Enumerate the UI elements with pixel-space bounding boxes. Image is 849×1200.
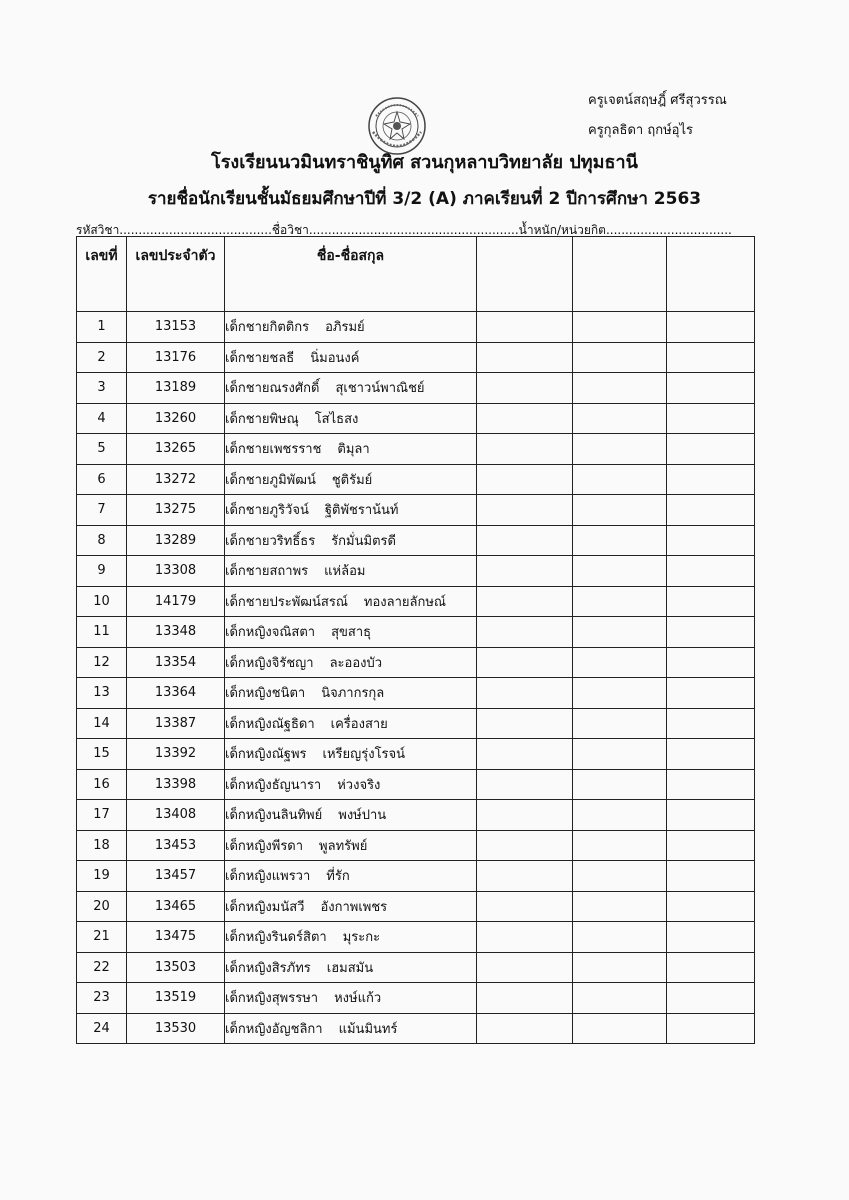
student-id: 13260 (127, 403, 225, 434)
student-name (225, 891, 477, 922)
blank-cell (667, 312, 755, 343)
student-last-name: เหรียญรุ่งโรจน์ (322, 747, 406, 763)
table-row (77, 342, 755, 373)
student-first-name: เด็กชายกิตติกร (225, 320, 310, 336)
blank-cell (573, 342, 667, 373)
student-first-name: เด็กหญิงณัฐพร (225, 747, 307, 763)
table-row (77, 647, 755, 678)
student-id: 13530 (127, 1013, 225, 1044)
student-first-name: เด็กชายสถาพร (225, 564, 309, 580)
table-row (77, 464, 755, 495)
blank-cell (477, 830, 573, 861)
blank-cell (477, 403, 573, 434)
blank-cell (667, 678, 755, 709)
blank-cell (477, 1013, 573, 1044)
student-id: 13189 (127, 373, 225, 404)
student-last-name: นิ่มอนงค์ (310, 350, 360, 366)
blank-cell (573, 922, 667, 953)
blank-cell (573, 586, 667, 617)
blank-cell (573, 1013, 667, 1044)
student-name (225, 678, 477, 709)
blank-cell (477, 556, 573, 587)
student-id: 14179 (127, 586, 225, 617)
student-name (225, 617, 477, 648)
table-row (77, 769, 755, 800)
blank-cell (667, 434, 755, 465)
student-last-name: สุขสาธุ (331, 625, 372, 641)
student-number: 11 (77, 617, 127, 648)
student-id: 13465 (127, 891, 225, 922)
table-row (77, 373, 755, 404)
student-last-name: อภิรมย์ (325, 320, 365, 336)
student-last-name: พงษ์ปาน (338, 808, 387, 824)
student-id: 13408 (127, 800, 225, 831)
student-last-name: ชูติรัมย์ (331, 472, 373, 488)
table-row (77, 1013, 755, 1044)
blank-cell (667, 556, 755, 587)
table-row (77, 830, 755, 861)
table-row (77, 861, 755, 892)
blank-cell (477, 525, 573, 556)
blank-cell (573, 617, 667, 648)
table-row (77, 800, 755, 831)
table-header-row (77, 237, 755, 312)
student-first-name: เด็กหญิงจิรัชญา (225, 655, 314, 671)
roster-body (77, 312, 755, 1044)
table-row (77, 586, 755, 617)
student-last-name: สุเชาวน์พาณิชย์ (335, 381, 425, 397)
student-number: 3 (77, 373, 127, 404)
blank-cell (573, 403, 667, 434)
student-number: 1 (77, 312, 127, 343)
blank-cell (573, 861, 667, 892)
table-row (77, 434, 755, 465)
student-id: 13176 (127, 342, 225, 373)
student-first-name: เด็กชายณรงศักดิ์ (225, 381, 320, 397)
student-name (225, 952, 477, 983)
student-last-name: รักมั่นมิตรดี (331, 533, 396, 549)
table-row (77, 556, 755, 587)
student-name (225, 495, 477, 526)
blank-cell (477, 739, 573, 770)
student-name (225, 403, 477, 434)
blank-cell (573, 739, 667, 770)
table-row (77, 525, 755, 556)
student-last-name: โสไธสง (314, 411, 359, 427)
student-last-name: ติมุลา (337, 442, 370, 458)
blank-cell (477, 922, 573, 953)
student-first-name: เด็กหญิงสุพรรษา (225, 991, 319, 1007)
student-id: 13272 (127, 464, 225, 495)
blank-cell (573, 708, 667, 739)
teacher-list (588, 86, 727, 146)
sheet-title: รายชื่อนักเรียนชั้นมัธยมศึกษาปีที่ 3/2 (A) ภาคเรียนที่ 2 ปีการศึกษา 2563 (147, 189, 702, 209)
student-number: 7 (77, 495, 127, 526)
student-name (225, 708, 477, 739)
column-header-blank (573, 237, 667, 312)
student-number: 17 (77, 800, 127, 831)
student-first-name: เด็กชายพิษณุ (225, 411, 299, 427)
blank-cell (667, 525, 755, 556)
student-name (225, 922, 477, 953)
student-number: 18 (77, 830, 127, 861)
blank-cell (667, 1013, 755, 1044)
student-last-name: มุระกะ (342, 930, 381, 946)
blank-cell (573, 983, 667, 1014)
student-name (225, 586, 477, 617)
school-seal-icon (367, 96, 427, 156)
school-name: โรงเรียนนวมินทราชินูทิศ สวนกุหลาบวิทยาลัย ปทุมธานี (211, 152, 638, 173)
table-row (77, 952, 755, 983)
blank-cell (477, 617, 573, 648)
blank-cell (573, 464, 667, 495)
table-row (77, 495, 755, 526)
blank-cell (573, 373, 667, 404)
student-first-name: เด็กหญิงนลินทิพย์ (225, 808, 323, 824)
blank-cell (573, 647, 667, 678)
blank-cell (573, 556, 667, 587)
table-row (77, 983, 755, 1014)
blank-cell (573, 525, 667, 556)
blank-cell (667, 403, 755, 434)
student-id: 13475 (127, 922, 225, 953)
blank-cell (573, 891, 667, 922)
student-number: 14 (77, 708, 127, 739)
student-last-name: นิจภากรกุล (321, 686, 385, 702)
blank-cell (573, 495, 667, 526)
student-id: 13457 (127, 861, 225, 892)
student-first-name: เด็กหญิงพีรดา (225, 838, 304, 854)
student-last-name: เครื่องสาย (330, 716, 388, 732)
blank-cell (667, 891, 755, 922)
student-last-name: ฐิติพัชราน้นท์ (324, 503, 399, 519)
blank-cell (667, 922, 755, 953)
student-last-name: แห่ล้อม (324, 564, 366, 580)
column-header-name: ชื่อ-ชื่อสกุล (225, 237, 477, 312)
blank-cell (573, 312, 667, 343)
student-number: 6 (77, 464, 127, 495)
student-first-name: เด็กชายภูมิพัฒน์ (225, 472, 316, 488)
blank-cell (667, 495, 755, 526)
blank-cell (667, 464, 755, 495)
student-number: 10 (77, 586, 127, 617)
blank-cell (667, 861, 755, 892)
student-name (225, 373, 477, 404)
student-id: 13289 (127, 525, 225, 556)
blank-cell (667, 617, 755, 648)
student-number: 2 (77, 342, 127, 373)
student-number: 12 (77, 647, 127, 678)
student-id: 13392 (127, 739, 225, 770)
student-id: 13153 (127, 312, 225, 343)
student-last-name: หงษ์แก้ว (334, 991, 382, 1007)
student-last-name: พูลทรัพย์ (319, 838, 368, 854)
student-id: 13348 (127, 617, 225, 648)
student-id: 13387 (127, 708, 225, 739)
student-id: 13265 (127, 434, 225, 465)
student-number: 21 (77, 922, 127, 953)
student-id: 13308 (127, 556, 225, 587)
column-header-blank (667, 237, 755, 312)
blank-cell (477, 464, 573, 495)
blank-cell (667, 373, 755, 404)
blank-cell (573, 434, 667, 465)
column-header-id: เลขประจำตัว (127, 237, 225, 312)
blank-cell (667, 983, 755, 1014)
blank-cell (573, 952, 667, 983)
blank-cell (477, 312, 573, 343)
blank-cell (667, 647, 755, 678)
blank-cell (477, 586, 573, 617)
column-header-blank (477, 237, 573, 312)
student-name (225, 800, 477, 831)
student-first-name: เด็กหญิงมนัสวี (225, 899, 305, 915)
student-name (225, 434, 477, 465)
student-first-name: เด็กหญิงชนิตา (225, 686, 306, 702)
student-id: 13503 (127, 952, 225, 983)
column-header-no: เลขที่ (77, 237, 127, 312)
student-id: 13354 (127, 647, 225, 678)
student-last-name: ห่วงจริง (337, 777, 381, 793)
blank-cell (667, 769, 755, 800)
student-name (225, 861, 477, 892)
blank-cell (477, 800, 573, 831)
student-first-name: เด็กหญิงรินดร์สิตา (225, 930, 327, 946)
blank-cell (477, 495, 573, 526)
student-first-name: เด็กหญิงอัญชลิกา (225, 1021, 323, 1037)
student-first-name: เด็กชายวริทธิ์ธร (225, 533, 316, 549)
student-number: 23 (77, 983, 127, 1014)
student-first-name: เด็กหญิงจณิสตา (225, 625, 316, 641)
student-first-name: เด็กหญิงสิรภัทร (225, 960, 311, 976)
blank-cell (477, 769, 573, 800)
student-last-name: ทองลายลักษณ์ (363, 594, 446, 610)
table-row (77, 312, 755, 343)
student-name (225, 312, 477, 343)
blank-cell (667, 586, 755, 617)
teacher-name: ครูกุลธิดา ฤกษ์อุไร (588, 123, 693, 138)
student-name (225, 830, 477, 861)
blank-cell (573, 769, 667, 800)
blank-cell (477, 678, 573, 709)
blank-cell (573, 678, 667, 709)
student-number: 19 (77, 861, 127, 892)
blank-cell (477, 647, 573, 678)
student-number: 20 (77, 891, 127, 922)
student-number: 9 (77, 556, 127, 587)
student-last-name: ละอองบัว (329, 655, 383, 671)
student-name (225, 1013, 477, 1044)
student-number: 8 (77, 525, 127, 556)
student-number: 5 (77, 434, 127, 465)
blank-cell (573, 800, 667, 831)
table-row (77, 708, 755, 739)
blank-cell (477, 342, 573, 373)
blank-cell (573, 830, 667, 861)
student-last-name: แม้นมินทร์ (338, 1021, 398, 1037)
student-id: 13364 (127, 678, 225, 709)
student-last-name: ที่รัก (326, 869, 350, 885)
course-info-line: รหัสวิชา........................................ชื่อวิชา.......................................................น้ำหนัก/หน่วยกิต................................. (76, 223, 732, 237)
blank-cell (477, 983, 573, 1014)
student-last-name: เฮมสมัน (326, 960, 374, 976)
student-roster-table (76, 236, 755, 1044)
student-name (225, 342, 477, 373)
blank-cell (477, 891, 573, 922)
blank-cell (477, 952, 573, 983)
student-first-name: เด็กหญิงธัญนารา (225, 777, 322, 793)
student-number: 16 (77, 769, 127, 800)
student-first-name: เด็กชายชลธี (225, 350, 295, 366)
student-number: 22 (77, 952, 127, 983)
table-row (77, 678, 755, 709)
student-name (225, 647, 477, 678)
student-first-name: เด็กชายประพัฒน์สรณ์ (225, 594, 348, 610)
student-first-name: เด็กหญิงณัฐธิดา (225, 716, 315, 732)
blank-cell (667, 830, 755, 861)
blank-cell (477, 373, 573, 404)
blank-cell (667, 952, 755, 983)
blank-cell (667, 708, 755, 739)
student-name (225, 464, 477, 495)
student-id: 13519 (127, 983, 225, 1014)
blank-cell (667, 739, 755, 770)
student-first-name: เด็กหญิงแพรวา (225, 869, 311, 885)
student-id: 13398 (127, 769, 225, 800)
student-name (225, 525, 477, 556)
table-row (77, 891, 755, 922)
student-first-name: เด็กชายเพชรราช (225, 442, 322, 458)
student-number: 4 (77, 403, 127, 434)
student-number: 15 (77, 739, 127, 770)
student-number: 24 (77, 1013, 127, 1044)
student-number: 13 (77, 678, 127, 709)
blank-cell (477, 434, 573, 465)
student-name (225, 739, 477, 770)
table-row (77, 922, 755, 953)
student-name (225, 983, 477, 1014)
table-row (77, 739, 755, 770)
student-name (225, 556, 477, 587)
student-id: 13453 (127, 830, 225, 861)
blank-cell (667, 342, 755, 373)
student-last-name: อังกาพเพชร (320, 899, 388, 915)
student-id: 13275 (127, 495, 225, 526)
student-name (225, 769, 477, 800)
table-row (77, 617, 755, 648)
table-row (77, 403, 755, 434)
teacher-name: ครูเจตน์สฤษฎิ์ ศรีสุวรรณ (588, 93, 727, 108)
blank-cell (477, 861, 573, 892)
blank-cell (477, 708, 573, 739)
blank-cell (667, 800, 755, 831)
student-first-name: เด็กชายภูริวัจน์ (225, 503, 309, 519)
